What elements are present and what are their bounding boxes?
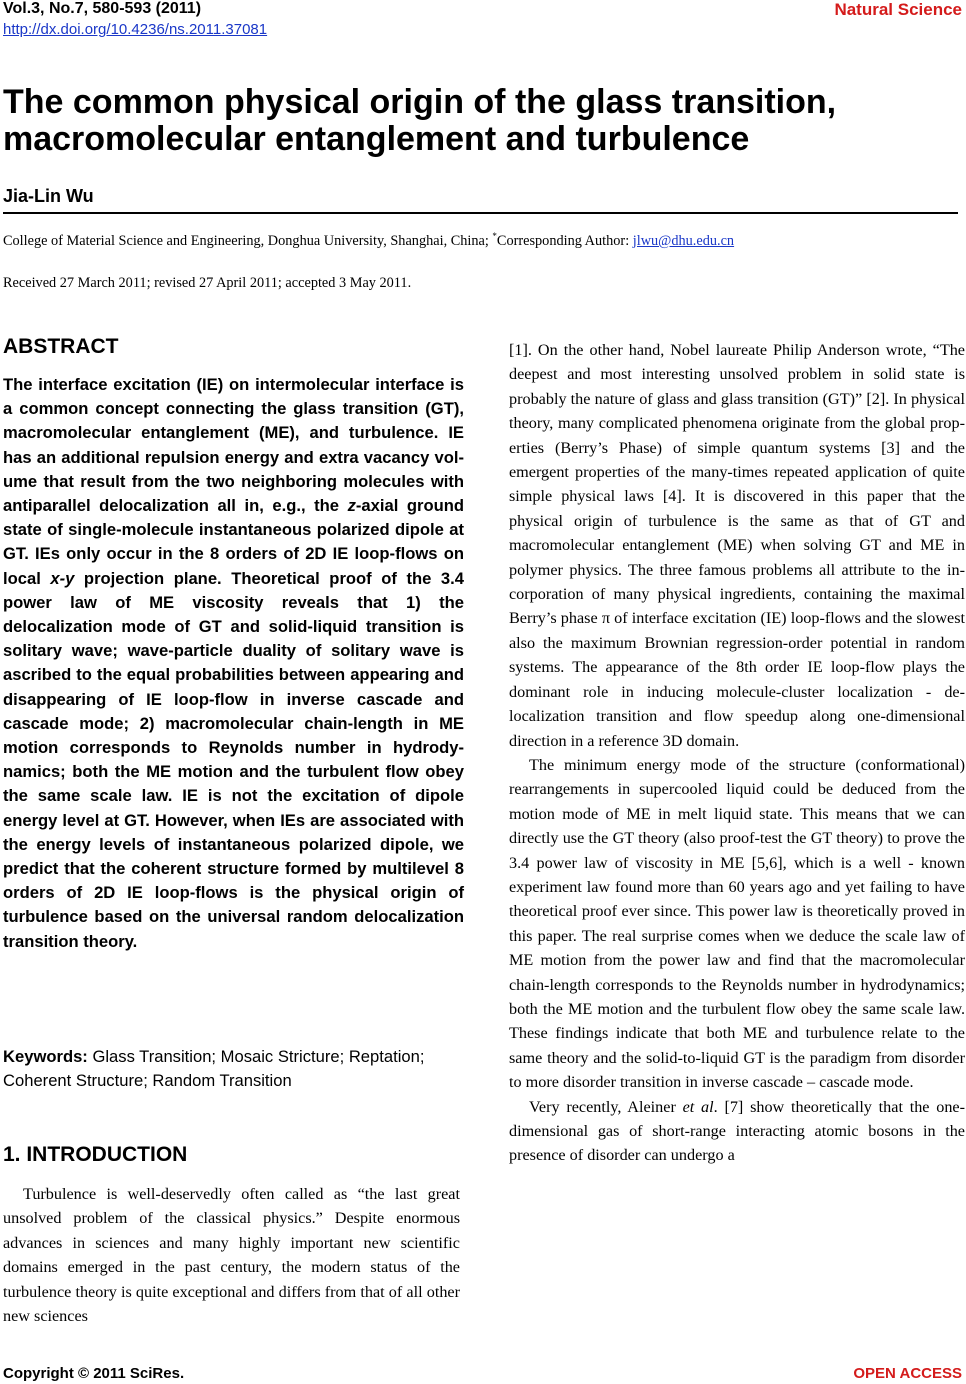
author-name: Jia-Lin Wu [3,186,94,206]
affiliation [3,231,734,250]
volume-info: Vol.3, No.7, 580-593 (2011) [3,0,202,17]
et-al: et al [682,1097,714,1116]
journal-name: Natural Science [834,0,962,19]
keywords [3,1045,464,1093]
abstract-heading: ABSTRACT [3,335,119,358]
right-p1-part-b: of interface excitation (IE) loop-flows and the slowest also the maximum Brownian regression-order potential in random systems. The appearance of the 8th order IE loop-flow plays the dominant role in inducing molecule-cluster localization - delocalization transition and flow speedup along one-dimensional direction in a reference 3D domain. [509,609,965,750]
abstract-part-1: The interface excitation (IE) on intermolecular interface is a common concept connecting the glass transition (GT), macromolecular entanglement (ME), and turbulence. IE has an additional repulsion energy and extra vacancy volume that result from the two neighboring molecules with antiparallel delocalization all in, e.g., the [3,375,464,516]
right-paragraph-2: The minimum energy mode of the structure (conformational) rearrangements in supercooled liquid could be deduced from the motion mode of ME in melt liquid state. This means that we can directly use the GT theory (also proof-test the GT theory) to prove the 3.4 power law of viscosity in ME [5,6], which is a well - known experiment law found more than 60 years ago and yet failing to have theoretical proof ever since. This power law is theoretically proved in this paper. The real surprise comes when we deduce the scale law of ME motion from the power law and find that the macromolecular chain-length corresponds to the Reynolds number in hydrodynamics; both the ME motion and the turbulent flow obey the same scale law. These findings indicate that both ME and turbulence relate to the same theory and the solid-to-liquid GT is the paradigm from disorder to more disorder transition in inverse cascade – cascade mode. [509,755,965,1092]
right-column [509,338,965,1168]
open-access-label: OPEN ACCESS [853,1365,962,1382]
keywords-label: Keywords: [3,1047,88,1066]
abstract-xy: x-y [50,568,75,588]
corresponding-label: Corresponding Author: [496,232,633,249]
right-p3-part-b: . [7] show theoretically that the one-dimensional gas of short-range interacting atomic bosons in the presence of disorder can undergo a [509,1097,965,1165]
doi-link[interactable]: http://dx.doi.org/10.4236/ns.2011.37081 [3,21,268,38]
introduction-heading: 1. INTRODUCTION [3,1143,188,1166]
abstract-z: z [347,496,356,516]
received-dates: Received 27 March 2011; revised 27 April 2011; accepted 3 May 2011. [3,275,412,291]
right-p3-part-a: Very recently, Aleiner [529,1097,683,1116]
email-link[interactable]: jlwu@dhu.edu.cn [632,232,735,249]
affiliation-text: College of Material Science and Engineering, Donghua University, Shanghai, China; [3,232,493,249]
right-paragraph-1 [509,338,965,753]
right-p1-part-a: [1]. On the other hand, Nobel laureate Philip Anderson wrote, “The deepest and most interesting unsolved problem in solid state is probably the nature of glass and glass transition (GT)” [2]. In physical theory, many complicated phenomena originate from the global properties (Berry’s Phase) of simple quantum systems [3] and the emergent properties of the many-times repeated application of quite simple physical laws [4]. It is discovered in this paper that the physical origin of turbulence is the same as that of GT and macromolecular entanglement (ME) when solving GT and ME in polymer physics. The three famous problems all attribute to the incorporation of many physical ingredients, containing the maximal Berry’s phase [509,341,965,628]
introduction-text: Turbulence is well-deservedly often called as “the last great unsolved problem of the classical physics.” Despite enormous advances in sciences and many highly important new scientific domains emerged in the past century, the modern status of the turbulence theory is quite exceptional and differs from that of all other new sciences [3,1185,460,1326]
keywords-text: Glass Transition; Mosaic Stricture; Reptation; Coherent Structure; Random Transition [3,1047,425,1090]
paper-title: The common physical origin of the glass transition, macromolecular entanglement and turbulence [3,83,837,158]
copyright: Copyright © 2011 SciRes. [3,1365,185,1382]
corresponding-star: * [492,231,497,241]
abstract-part-2: -axial ground state of single-molecule instantaneous polarized dipole at GT. IEs only occur in the 8 orders of 2D IE loop-flows on local [3,496,465,588]
right-paragraph-3 [509,1095,965,1168]
abstract-text [3,373,464,954]
abstract-part-3: projection plane. Theoretical proof of the 3.4 power law of ME viscosity reveals that 1) the delocalization mode of GT and solid-liquid transition is solitary wave; wave-particle duality of solitary wave is ascribed to the equal probabilities between appearing and disappearing of IE loop-flow in inverse cascade and cascade mode; 2) macromolecular chain-length in ME motion corresponds to Reynolds number in hydrodynamics; both the ME motion and the turbulent flow obey the same scale law. IE is not the excitation of dipole energy level at GT. However, when IEs are associated with the energy levels of instantaneous polarized dipole, we predict that the coherent structure formed by multilevel 8 orders of 2D IE loop-flows is the physical origin of turbulence based on the universal random delocalization transition theory. [3,568,465,951]
pi-symbol: π [601,609,610,628]
title-divider [3,212,958,214]
